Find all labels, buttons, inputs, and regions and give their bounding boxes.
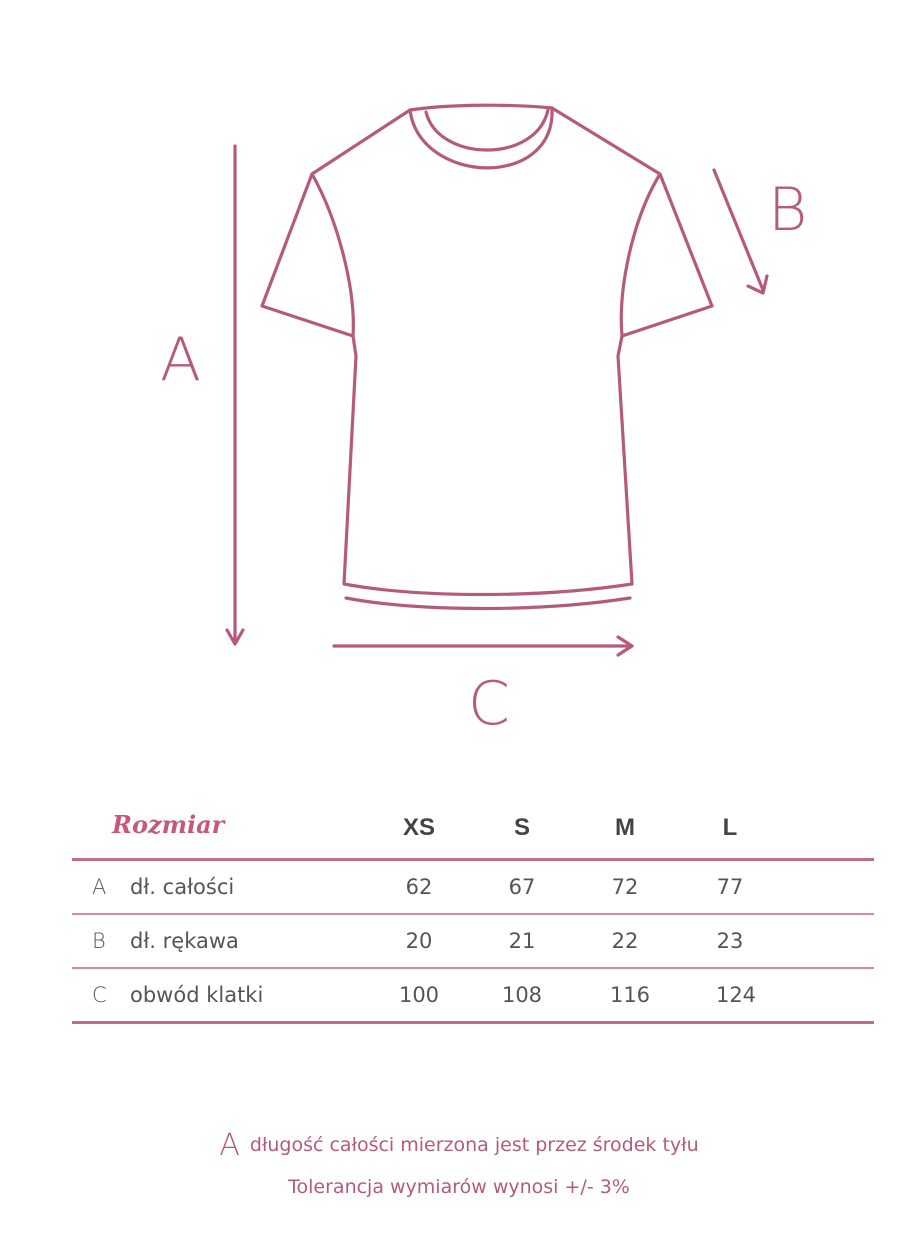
cell-value: 77 <box>716 875 744 899</box>
size-header-l: L <box>722 814 738 841</box>
footnote-letter: A <box>219 1128 240 1163</box>
row-label: obwód klatki <box>130 983 264 1007</box>
dimension-label-c: C <box>468 669 510 739</box>
row-code: B <box>92 929 106 953</box>
table-header <box>72 800 874 861</box>
cell-value: 116 <box>609 983 651 1007</box>
cell-value: 21 <box>508 929 536 953</box>
tshirt-right-sleeve-seam <box>621 174 660 336</box>
size-header-xs: XS <box>402 814 435 841</box>
row-label: dł. całości <box>130 875 235 899</box>
footnote-measurement <box>0 1128 918 1163</box>
tshirt-collar <box>426 110 548 150</box>
footnote-tolerance: Tolerancja wymiarów wynosi +/- 3% <box>288 1176 630 1198</box>
table-title: Rozmiar <box>112 810 225 839</box>
dimension-label-b: B <box>768 175 808 245</box>
row-code: A <box>92 875 107 899</box>
cell-value: 67 <box>508 875 536 899</box>
size-table <box>72 800 874 1024</box>
cell-value: 22 <box>611 929 639 953</box>
tshirt-outline <box>262 105 712 594</box>
row-code: C <box>92 983 107 1007</box>
cell-value: 124 <box>715 983 757 1007</box>
size-header-s: S <box>513 814 530 841</box>
cell-value: 72 <box>611 875 639 899</box>
tshirt-left-sleeve-seam <box>312 174 353 336</box>
table-row <box>72 861 874 915</box>
cell-value: 23 <box>716 929 744 953</box>
cell-value: 20 <box>405 929 433 953</box>
cell-value: 108 <box>501 983 543 1007</box>
footnote-text: długość całości mierzona jest przez środek tyłu <box>249 1134 699 1156</box>
arrow-b-line <box>714 170 763 290</box>
dimension-label-a: A <box>160 325 202 395</box>
size-header-m: M <box>615 814 635 841</box>
table-row <box>72 969 874 1024</box>
row-label: dł. rękawa <box>130 929 239 953</box>
tshirt-hem <box>346 598 630 609</box>
cell-value: 62 <box>405 875 433 899</box>
table-row <box>72 915 874 969</box>
cell-value: 100 <box>398 983 440 1007</box>
